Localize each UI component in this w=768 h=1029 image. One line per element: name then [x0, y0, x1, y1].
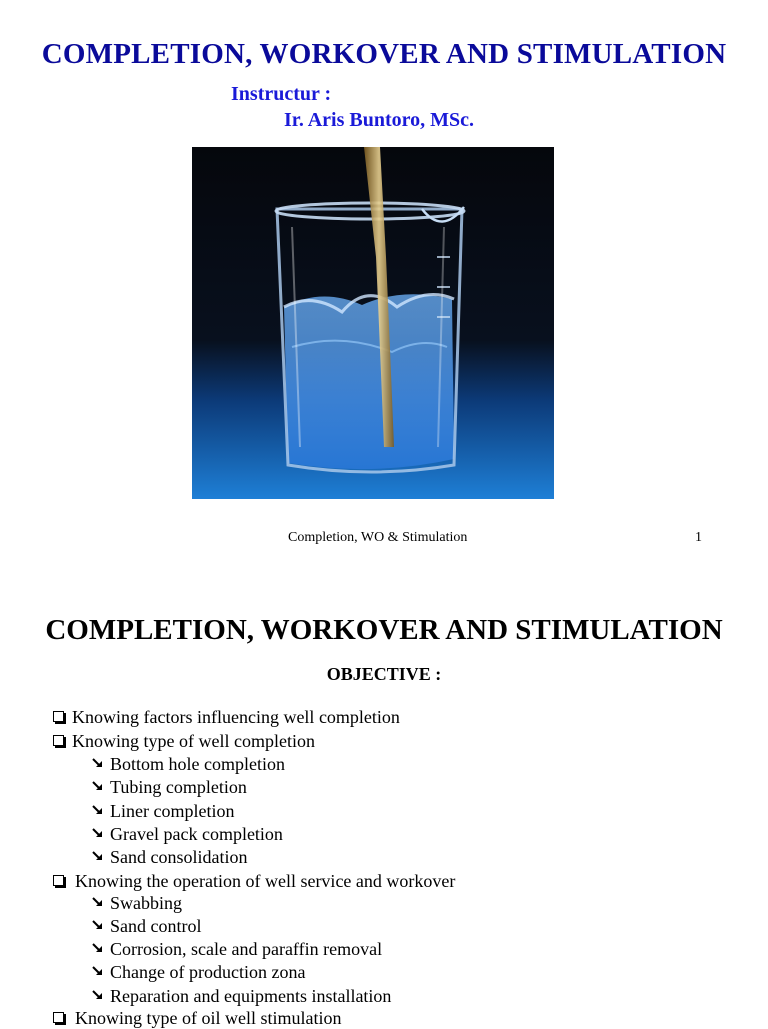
checkbox-icon	[53, 735, 64, 746]
list-item: Swabbing	[92, 892, 182, 914]
arrow-bullet-icon	[92, 757, 104, 769]
checkbox-icon	[53, 711, 64, 722]
list-item: Gravel pack completion	[92, 823, 283, 845]
arrow-bullet-icon	[92, 989, 104, 1001]
list-item: Change of production zona	[92, 961, 305, 983]
arrow-bullet-icon	[92, 827, 104, 839]
arrow-bullet-icon	[92, 850, 104, 862]
arrow-bullet-icon	[92, 896, 104, 908]
checkbox-icon	[53, 875, 64, 886]
list-item: Knowing factors influencing well completion	[53, 706, 400, 728]
list-item: Liner completion	[92, 800, 234, 822]
beaker-photo	[192, 147, 554, 499]
objective-heading: OBJECTIVE :	[326, 664, 442, 684]
arrow-bullet-icon	[92, 942, 104, 954]
slide2-title: COMPLETION, WORKOVER AND STIMULATION	[45, 614, 723, 646]
slide1-footer: Completion, WO & Stimulation	[288, 530, 468, 545]
arrow-bullet-icon	[92, 919, 104, 931]
instructor-name: Ir. Aris Buntoro, MSc.	[284, 109, 475, 131]
list-item: Sand consolidation	[92, 846, 248, 868]
list-item: Knowing type of oil well stimulation	[53, 1007, 341, 1029]
list-item: Bottom hole completion	[92, 753, 285, 775]
list-item: Sand control	[92, 915, 202, 937]
arrow-bullet-icon	[92, 804, 104, 816]
list-item: Reparation and equipments installation	[92, 985, 391, 1007]
checkbox-icon	[53, 1012, 64, 1023]
list-item: Corrosion, scale and paraffin removal	[92, 938, 382, 960]
page-number: 1	[695, 530, 702, 545]
instructor-label: Instructur :	[231, 83, 332, 105]
list-item: Knowing the operation of well service and workover	[53, 870, 455, 892]
arrow-bullet-icon	[92, 780, 104, 792]
list-item: Knowing type of well completion	[53, 730, 315, 752]
slide1-title: COMPLETION, WORKOVER AND STIMULATION	[41, 38, 727, 70]
list-item: Tubing completion	[92, 776, 247, 798]
arrow-bullet-icon	[92, 965, 104, 977]
